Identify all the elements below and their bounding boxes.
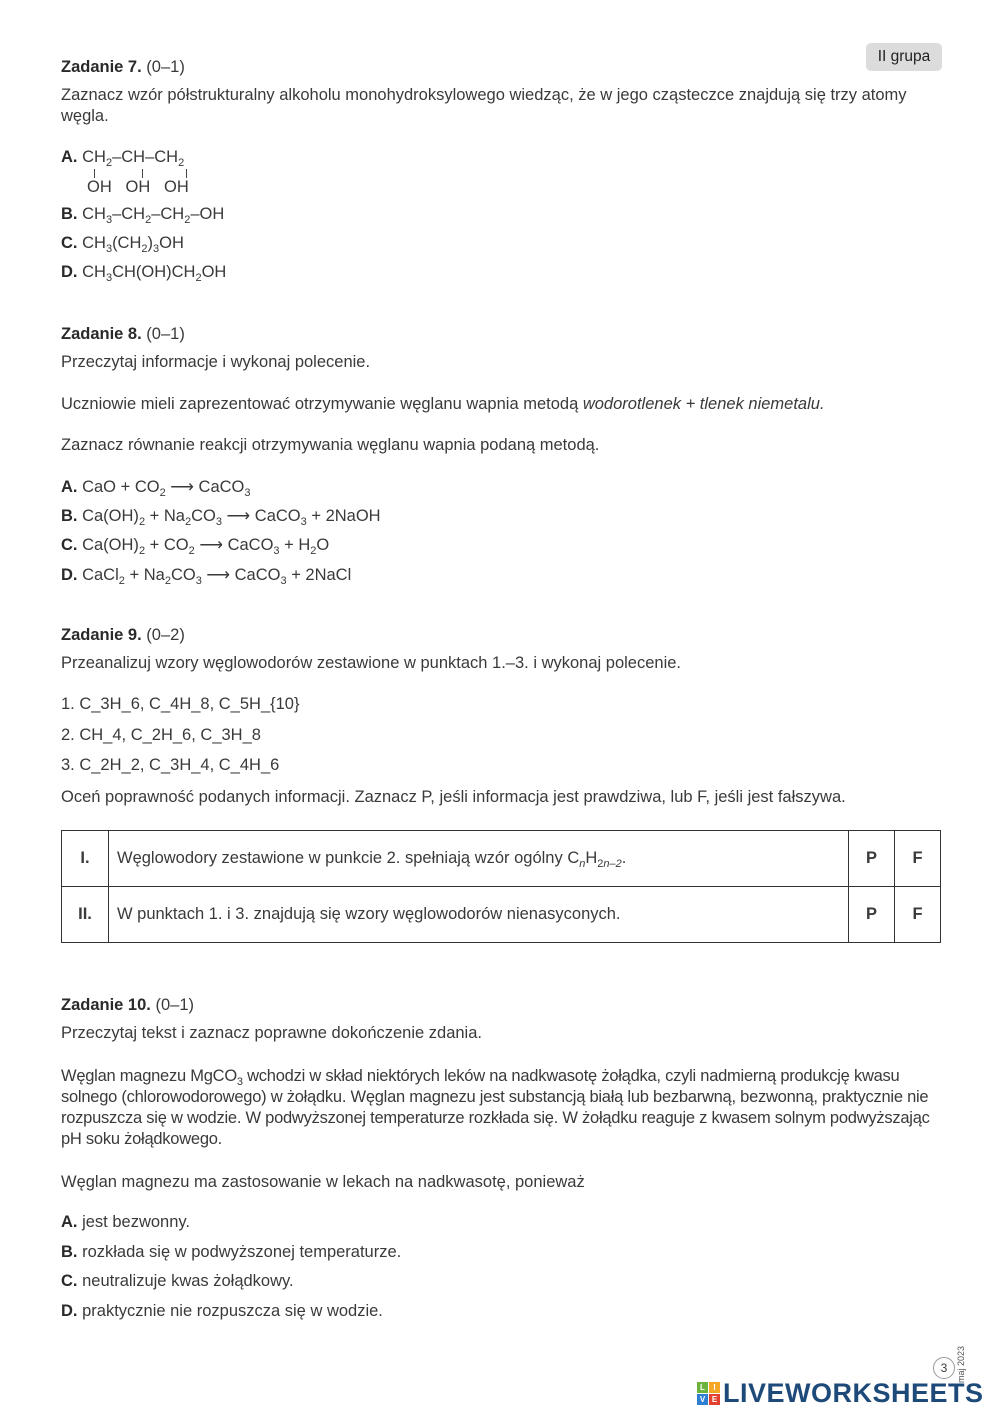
logo-cube-letter: E bbox=[709, 1394, 720, 1405]
true-option[interactable]: P bbox=[849, 887, 895, 943]
task8-option-c[interactable] bbox=[61, 535, 329, 555]
option-label: D. bbox=[61, 566, 78, 584]
task9-instruction: Przeanalizuj wzory węglowodorów zestawione w punktach 1.–3. i wykonaj polecenie. bbox=[61, 654, 681, 672]
option-label: D. bbox=[61, 263, 78, 281]
option-label: D. bbox=[61, 1302, 78, 1320]
group-badge: II grupa bbox=[866, 43, 942, 71]
task8-info bbox=[61, 395, 825, 414]
bond-line bbox=[94, 169, 95, 178]
option-formula: CaO + $CO_2$ ⟶ CaCO$_3$ bbox=[82, 478, 251, 499]
logo-text: LIVEWORKSHEETS bbox=[723, 1378, 984, 1408]
option-text: jest bezwonny. bbox=[82, 1213, 191, 1231]
option-formula: $Ca(OH)_2 + Na_2CO_3$ ⟶ CaCO$_3$ + 2NaOH bbox=[82, 507, 381, 528]
task-points: (0–1) bbox=[146, 325, 185, 343]
logo-cube-letter: V bbox=[697, 1394, 708, 1405]
bond-line bbox=[142, 169, 143, 178]
table-row bbox=[62, 887, 941, 943]
true-option[interactable]: P bbox=[849, 831, 895, 887]
info-method: wodorotlenek + tlenek niemetalu. bbox=[582, 395, 825, 413]
logo-cube-icon bbox=[697, 1382, 720, 1405]
option-formula: CaCl$_2$ + $Na_2CO_3$ ⟶ CaCO$_3$ + 2NaCl bbox=[82, 566, 352, 587]
task-points: (0–2) bbox=[146, 626, 185, 644]
option-label: C. bbox=[61, 536, 78, 554]
task10-question: Węglan magnezu ma zastosowanie w lekach na nadkwasotę, ponieważ bbox=[61, 1173, 585, 1191]
liveworksheets-logo bbox=[697, 1378, 984, 1409]
option-text: rozkłada się w podwyższonej temperaturze. bbox=[82, 1243, 402, 1261]
task10-option-d[interactable] bbox=[61, 1302, 383, 1321]
task8-question: Zaznacz równanie reakcji otrzymywania węglanu wapnia podaną metodą. bbox=[61, 436, 600, 454]
task8-option-b[interactable] bbox=[61, 506, 381, 526]
logo-cube-letter: I bbox=[709, 1382, 720, 1393]
false-option[interactable]: F bbox=[895, 887, 941, 943]
option-label: A. bbox=[61, 478, 78, 496]
task10-option-c[interactable] bbox=[61, 1272, 294, 1291]
row-number: II. bbox=[62, 887, 109, 943]
task10-option-b[interactable] bbox=[61, 1243, 401, 1262]
task7-option-d[interactable] bbox=[61, 263, 226, 282]
true-false-table bbox=[61, 830, 941, 943]
task9-item-3: 3. C_2H_2, C_3H_4, C_4H_6 bbox=[61, 756, 280, 774]
option-label: B. bbox=[61, 205, 78, 223]
task10-paragraph: Węglan magnezu MgCO$_3$ wchodzi w skład niektórych leków na nadkwasotę żołądka, czyli nadmierną produkcję kwasu solnego (chlorowodorowego) w żołądku. Węglan magnezu jest substancją białą lub bezbarwną, bezwonną, praktycznie nie rozpuszcza się w wodzie. W podwyższonej temperaturze rozkłada się. W żołądku reaguje z kwasem solnym podwyższając pH soku żołądkowego. bbox=[61, 1067, 930, 1148]
option-formula: $Ca(OH)_2 + CO_2$ ⟶ CaCO$_3$ + $H_2O$ bbox=[82, 536, 330, 557]
statement-text: W punktach 1. i 3. znajdują się wzory węglowodorów nienasyconych. bbox=[109, 887, 849, 943]
task-title: Zadanie 8. bbox=[61, 325, 142, 343]
task7-option-a[interactable] bbox=[61, 148, 184, 167]
task7-option-c[interactable] bbox=[61, 234, 184, 253]
option-label: B. bbox=[61, 507, 78, 525]
statement-text: Węglowodory zestawione w punkcie 2. spełniają wzór ogólny $C_nH_{2n-2}$. bbox=[109, 831, 849, 887]
option-label: C. bbox=[61, 1272, 78, 1290]
row-number: I. bbox=[62, 831, 109, 887]
task9-question: Oceń poprawność podanych informacji. Zaznacz P, jeśli informacja jest prawdziwa, lub F, jeśli jest fałszywa. bbox=[61, 788, 846, 806]
option-formula: $CH_2-CH-CH_2$ bbox=[82, 148, 185, 169]
option-text: praktycznie nie rozpuszcza się w wodzie. bbox=[82, 1302, 383, 1320]
option-label: B. bbox=[61, 1243, 78, 1261]
edition-date: maj 2023 bbox=[956, 1345, 966, 1383]
option-formula: $CH_3(CH_2)_3OH$ bbox=[82, 234, 184, 255]
task-title: Zadanie 9. bbox=[61, 626, 142, 644]
option-formula: $CH_3-CH_2-CH_2-OH$ bbox=[82, 205, 225, 226]
option-label: A. bbox=[61, 148, 78, 166]
option-formula: $CH_3CH(OH)CH_2OH$ bbox=[82, 263, 227, 284]
option-label: A. bbox=[61, 1213, 78, 1231]
task-points: (0–1) bbox=[146, 58, 185, 76]
task9-header bbox=[61, 626, 185, 645]
info-text: Uczniowie mieli zaprezentować otrzymywanie węglanu wapnia metodą bbox=[61, 395, 583, 413]
task8-instruction: Przeczytaj informacje i wykonaj polecenie. bbox=[61, 353, 371, 371]
task7-instruction: Zaznacz wzór półstrukturalny alkoholu monohydroksylowego wiedząc, że w jego cząsteczce znajdują się trzy atomy węgla. bbox=[61, 86, 907, 125]
option-label: C. bbox=[61, 234, 78, 252]
task10-header bbox=[61, 996, 194, 1015]
task9-item-2: 2. CH_4, C_2H_6, C_3H_8 bbox=[61, 726, 261, 744]
task-title: Zadanie 10. bbox=[61, 996, 151, 1014]
task9-item-1: 1. C_3H_6, C_4H_8, C_5H_{10} bbox=[61, 695, 300, 713]
task7-option-a-oh-groups: OH OH OH bbox=[87, 178, 189, 196]
task-points: (0–1) bbox=[155, 996, 194, 1014]
table-row bbox=[62, 831, 941, 887]
logo-cube-letter: L bbox=[697, 1382, 708, 1393]
task7-option-b[interactable] bbox=[61, 205, 224, 224]
task8-option-d[interactable] bbox=[61, 565, 351, 585]
task7-header bbox=[61, 58, 185, 77]
task8-header bbox=[61, 325, 185, 344]
task10-instruction: Przeczytaj tekst i zaznacz poprawne dokończenie zdania. bbox=[61, 1024, 482, 1042]
false-option[interactable]: F bbox=[895, 831, 941, 887]
task-title: Zadanie 7. bbox=[61, 58, 142, 76]
task10-option-a[interactable] bbox=[61, 1213, 190, 1232]
option-text: neutralizuje kwas żołądkowy. bbox=[82, 1272, 294, 1290]
bond-line bbox=[186, 169, 187, 178]
page-number: 3 bbox=[933, 1357, 955, 1379]
task8-option-a[interactable] bbox=[61, 477, 251, 497]
